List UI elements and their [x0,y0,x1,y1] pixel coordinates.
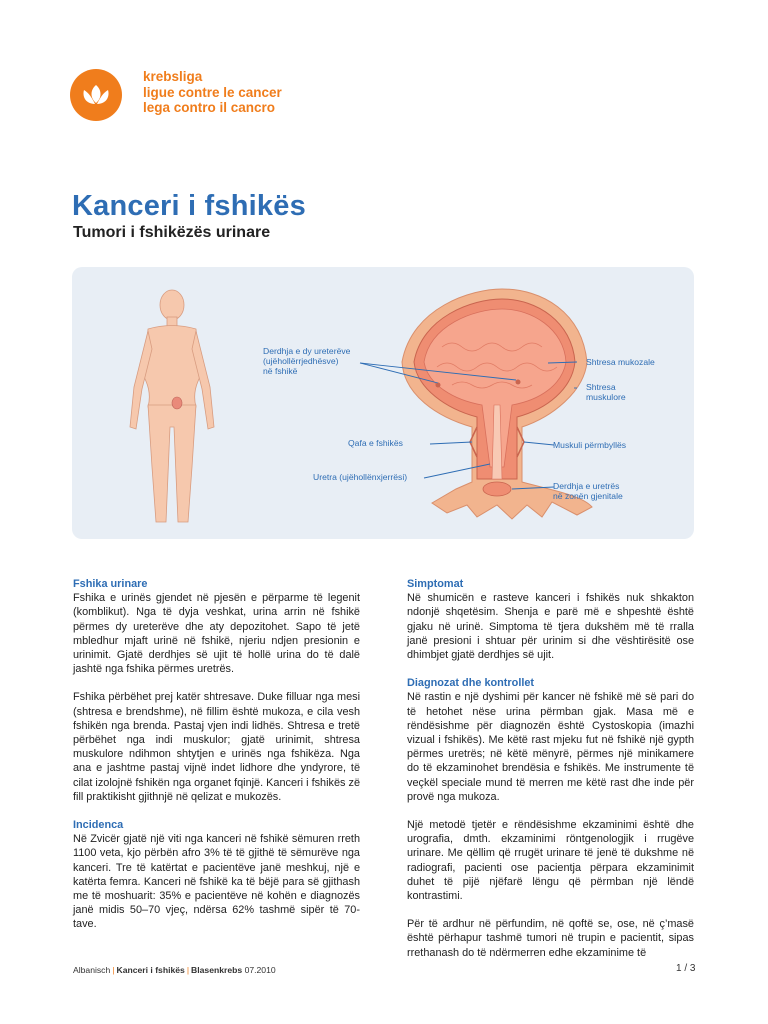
section-heading-incidenca: Incidenca [73,819,124,832]
brand-line-it: lega contro il cancro [143,100,276,115]
footer-date: 07.2010 [244,965,276,975]
paragraph: Një metodë tjetër e rëndësishme ekzaminimi është dhe urografia, dmth. ekzaminimi röntgenologjik i rrugëve urinare. Me qëllim që rrugët urinare të jenë të dukshme në radiografi, pacienti ose pacientja përpara ekzaminimit duhet të pijë njëfarë lëngu që përmban një lëndë kontrastimi. [407,819,694,903]
paragraph: Në rastin e një dyshimi për kancer në fshikë më së pari do të hetohet nëse urina përmban gjak. Masa më e rëndësishme për diagnozën është Cystoskopia (imazhi vizual i fshikës). Me këtë rast mjeku fut në fshikë një gypth përmes uretrës; në këtë mënyrë, përmes një minikamere do të ekzaminohet brendësia e fshikës. Me instrumente të veçkël speciale mund të merren me këtë rast dhe inde për provë nga mukoza. [407,691,694,803]
paragraph: Në shumicën e rasteve kanceri i fshikës nuk shkakton ndonjë shqetësim. Shenja e parë më e shpeshtë është gjaku në urinë. Simptoma të tjera dukshëm më të rralla janë presioni i shtuar për urinim si dhe vështirësitë ose dhimbjet gjatë derdhjes së ujit. [407,592,694,662]
lotus-icon [70,69,122,121]
label-urethra-opening: Derdhja e uretrës në zonën gjenitale [553,481,623,501]
section-heading-fshika: Fshika urinare [73,578,148,590]
brand-line-de: krebsliga [143,69,203,84]
brand-name [143,69,282,116]
footer: Albanisch | Kanceri i fshikës | Blasenkrebs 07.2010 [73,965,276,975]
section-heading-simptomat: Simptomat [407,578,464,590]
brand-line-fr: ligue contre le cancer [143,84,282,100]
footer-language: Albanisch [73,965,111,975]
left-column [73,577,360,932]
label-muscle-layer: Shtresa muskulore [586,382,626,402]
label-sphincter: Muskuli përmbyllës [553,440,627,450]
page-number: 1 / 3 [676,963,696,974]
human-figure [130,290,214,522]
label-ureter-openings: Derdhja e dy ureterëve (ujëhollërrjedhësve) në fshikë [263,346,351,376]
paragraph: Në Zvicër gjatë një viti nga kanceri në fshikë sëmuren rreth 1100 veta, kjo përbën afro 3% të të gjithë të sëmurëve nga kanceri. Tre të katërtat e pacientëve janë meshkuj, një e katërta femra. Kanceri në fshikë ka të bëjë para së gjithash me të moshuarit: 35% e pacientëve në kohën e diagnozës janë midis 50–70 vjeç, ndërsa 62% tashmë sipër të 70-tave. [73,833,360,931]
page-subtitle: Tumori i fshikëzës urinare [73,224,271,241]
label-bladder-neck: Qafa e fshikës [348,438,403,448]
paragraph: Për të ardhur në përfundim, në qoftë se, ose, në ç’masë është përhapur tashmë tumori në trupin e pacientit, sipas rrethanash do të ndërmerren edhe ekzaminime të [407,918,694,959]
label-mucosa: Shtresa mukozale [586,357,655,367]
page-title: Kanceri i fshikës [72,190,306,222]
paragraph: Fshika e urinës gjendet në pjesën e përparme të legenit (komblikut). Nga të dyja veshkat, urina arrin në fshikë përmes dy ureterëve dhe aty depozitohet. Sapo të jetë mbledhur mjaft urinë në fshikë, njeriu ndjen presionin e urinimit. Gjatë derdhjes së ujit të hollë urina do të dalë jashtë nga fshika përmes uretrës. [73,592,360,676]
anatomy-illustration [72,267,694,539]
section-heading-diagnozat: Diagnozat dhe kontrollet [407,677,535,690]
krebsliga-logo [70,69,122,121]
footer-title-de: Blasenkrebs [191,965,243,975]
label-urethra: Uretra (ujëhollënxjerrësi) [313,472,408,482]
footer-title: Kanceri i fshikës [116,965,185,975]
right-column [407,577,694,960]
paragraph: Fshika përbëhet prej katër shtresave. Duke filluar nga mesi (shtresa e brendshme), në fillim është mukoza, e cila vesh fshikën nga brenda. Pastaj vjen indi lidhës. Shtresa e tretë përbëhet nga indi muskulor; gjatë urinimit, shtresa muskulore ndihmon shtytjen e urinës nga fshikëza. Nga ana e jashtme pastaj vijnë indet lidhore dhe yndyrore, të cilat izolojnë fshikën nga organet fqinjë. Kanceri i fshikës zë fill praktikisht gjithnjë në qelizat e mukozës. [73,691,360,803]
